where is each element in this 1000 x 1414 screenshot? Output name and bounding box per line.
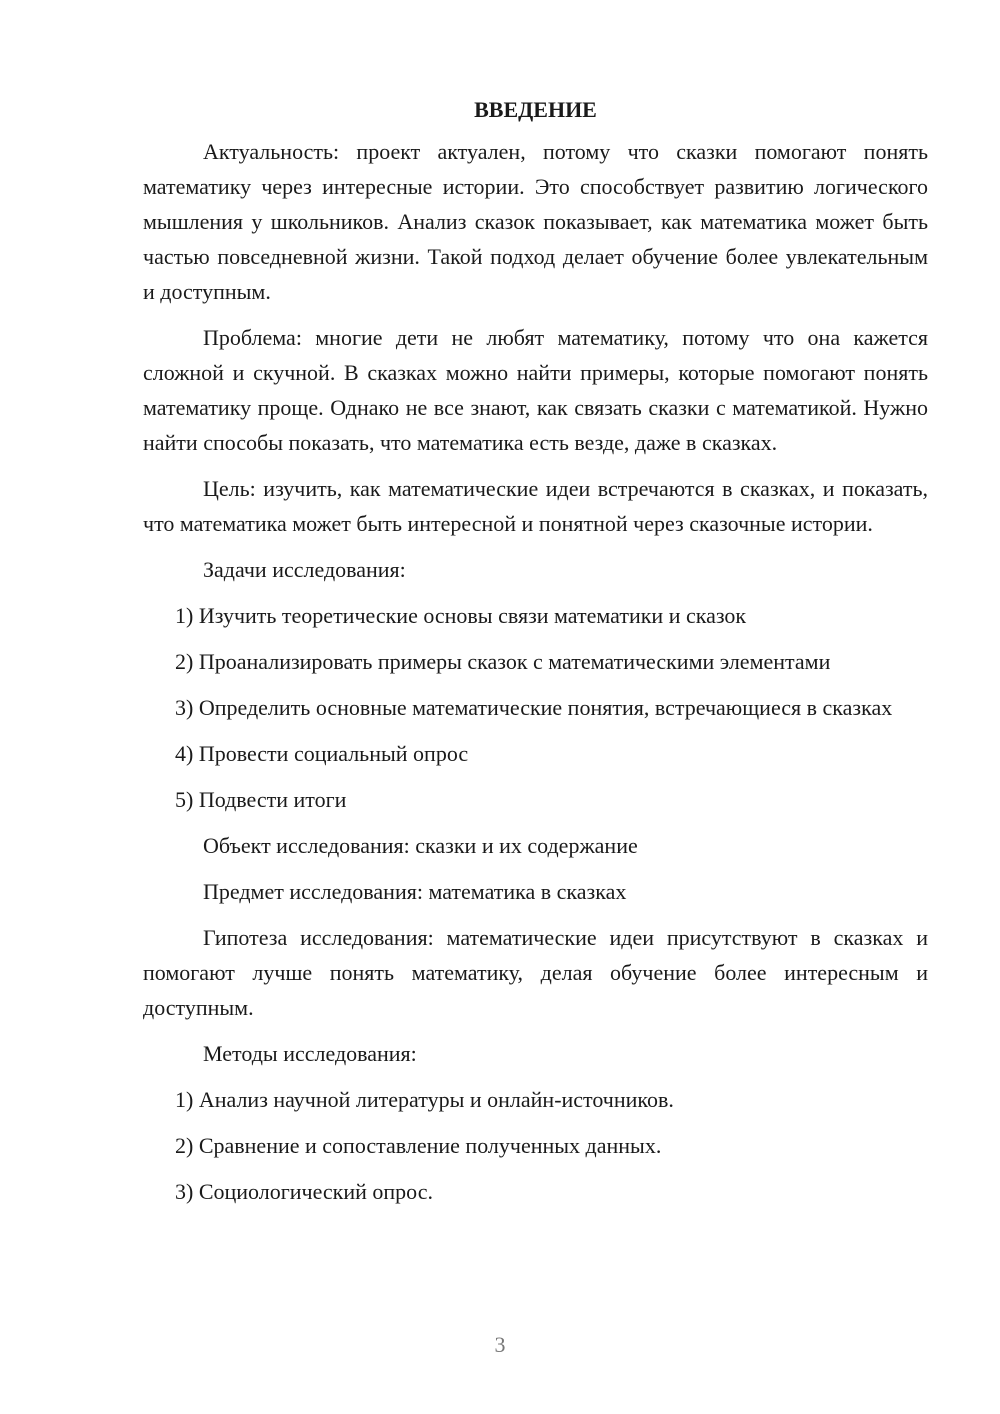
goal-paragraph: Цель: изучить, как математические идеи встречаются в сказках, и показать, что математика может быть интересной и понятной через сказочные истории. (143, 476, 928, 536)
method-item-3: 3) Социологический опрос. (175, 1179, 433, 1204)
document-page (143, 92, 928, 1220)
problem-paragraph: Проблема: многие дети не любят математику, потому что она кажется сложной и скучной. В сказках можно найти примеры, которые помогают понять математику проще. Однако не все знают, как связать сказки с математикой. Нужно найти способы показать, что математика есть везде, даже в сказках. (143, 325, 928, 455)
subject-line: Предмет исследования: математика в сказках (203, 879, 627, 904)
task-item-2: 2) Проанализировать примеры сказок с математическими элементами (175, 649, 831, 674)
section-title: ВВЕДЕНИЕ (474, 97, 597, 122)
methods-heading: Методы исследования: (203, 1041, 417, 1066)
task-item-5: 5) Подвести итоги (175, 787, 347, 812)
task-item-3: 3) Определить основные математические понятия, встречающиеся в сказках (175, 695, 893, 720)
task-item-4: 4) Провести социальный опрос (175, 741, 469, 766)
method-item-2: 2) Сравнение и сопоставление полученных данных. (175, 1133, 662, 1158)
hypothesis-paragraph: Гипотеза исследования: математические идеи присутствуют в сказках и помогают лучше понять математику, делая обучение более интересным и доступным. (143, 925, 928, 1020)
tasks-heading: Задачи исследования: (203, 557, 406, 582)
method-item-1: 1) Анализ научной литературы и онлайн-источников. (175, 1087, 674, 1112)
page-number: 3 (494, 1332, 506, 1357)
task-item-1: 1) Изучить теоретические основы связи математики и сказок (175, 603, 747, 628)
actuality-paragraph: Актуальность: проект актуален, потому что сказки помогают понять математику через интересные истории. Это способствует развитию логического мышления у школьников. Анализ сказок показывает, как математика может быть частью повседневной жизни. Такой подход делает обучение более увлекательным и доступным. (143, 139, 928, 304)
object-line: Объект исследования: сказки и их содержание (203, 833, 638, 858)
